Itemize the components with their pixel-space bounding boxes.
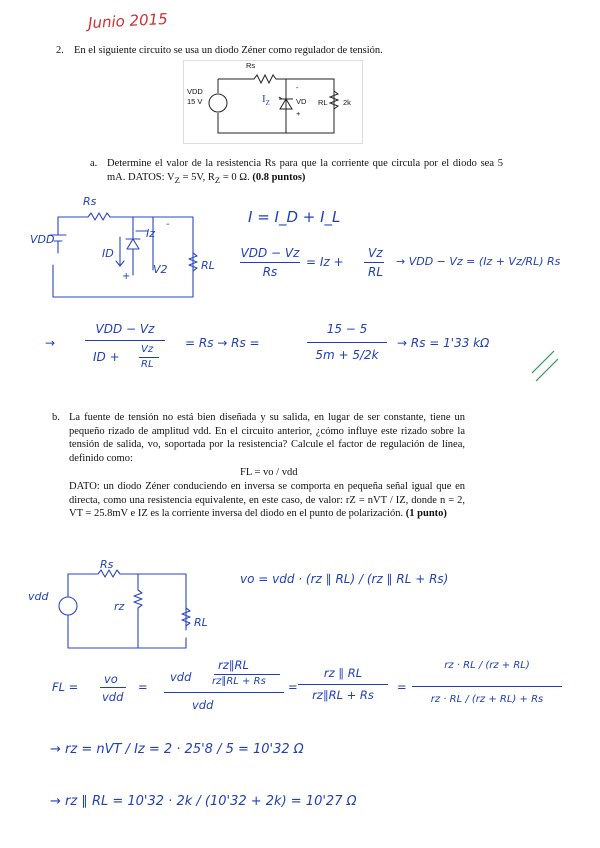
sol-a-eq3-num2: 15 − 5 — [326, 322, 368, 336]
sol-b-eq2-vo: vo — [104, 672, 118, 686]
solution-a-circuit — [28, 195, 218, 305]
sol-b-eq2: FL = vo vdd = vdd rz∥RL rz∥RL + Rs vdd = rz ∥ RL rz∥RL + Rs = rz · RL / (rz + RL) rz · RL / (rz + RL) + Rs — [52, 650, 582, 726]
part-a-label: a. — [90, 158, 98, 169]
sol-b-eq2-num-b: rz∥RL — [218, 658, 249, 672]
sol-a-eq3-den: ID + — [93, 350, 120, 364]
sol-a-eq2-frac-num: Vz — [368, 246, 383, 260]
circuit-plus: + — [296, 109, 301, 118]
sol-b-eq2-den-a: vdd — [192, 698, 214, 712]
sol-a-eq2 — [240, 246, 580, 286]
sol-b-vdd: vdd — [28, 590, 49, 603]
question-number: 2. — [56, 45, 64, 56]
sol-a-id: ID — [102, 247, 114, 260]
part-b-formula: FL = vo / vdd — [240, 467, 298, 478]
sol-a-eq3-den-num: Vz — [141, 344, 154, 355]
sol-b-eq2-vdd: vdd — [102, 690, 124, 704]
sol-a-eq3-mid: = Rs → Rs = — [185, 336, 260, 350]
part-b-paragraph-2: DATO: un diodo Zéner conduciendo en inversa se comporta en pequeña señal igual que en directa, como una resistencia equivalente, en este caso, de valor: rZ = nVT / IZ, donde n = 2, VT = 25.8mV e IZ es la corriente inversa del diodo en el punto de polarización. (1 punto) — [69, 481, 465, 519]
solution-b-circuit — [28, 560, 218, 660]
sol-a-eq3: → VDD − Vz ID + Vz RL = Rs → Rs = 15 − 5 5m + 5/2k → Rs = 1'33 kΩ — [45, 322, 490, 370]
circuit-rl-label: RL — [318, 98, 328, 107]
sol-a-eq2-mid: = Iz + — [306, 255, 344, 269]
sol-a-iz: Iz — [146, 227, 156, 240]
sol-a-eq3-den2: 5m + 5/2k — [315, 348, 379, 362]
date-note: Junio 2015 — [87, 9, 169, 33]
sol-b-eq2-mid-num: rz ∥ RL — [323, 666, 363, 680]
sol-a-eq2-num: VDD − Vz — [240, 246, 300, 260]
sol-a-eq1: I = I_D + I_L — [248, 208, 341, 226]
sol-a-rs: Rs — [83, 195, 97, 208]
sol-b-rl: RL — [194, 616, 208, 629]
sol-a-eq3-num: VDD − Vz — [95, 322, 155, 336]
circuit-minus: - — [296, 83, 299, 92]
sol-b-rz: rz — [114, 600, 125, 613]
part-a-text: Determine el valor de la resistencia Rs para que la corriente que circula por el diodo sea 5 mA. DATOS: $V_Z = 5V$, $R_Z = 0$ Ω. (0.8 puntos) — [107, 158, 503, 185]
circuit-vdd-value: 15 V — [187, 97, 203, 106]
sol-a-rl: RL — [201, 259, 215, 272]
circuit-vdd-label: VDD — [187, 87, 203, 96]
sol-a-eq2-frac-den: RL — [368, 265, 384, 279]
result-check-marks — [530, 345, 560, 385]
sol-b-eq2-r-num: rz · RL / (rz + RL) — [444, 660, 530, 671]
sol-a-eq2-right: → VDD − Vz = (Iz + Vz/RL) Rs — [396, 255, 561, 268]
sol-a-plus: + — [122, 271, 131, 282]
circuit-rs-label: Rs — [246, 61, 256, 70]
question-text: En el siguiente circuito se usa un diodo Zéner como regulador de tensión. — [74, 45, 383, 56]
sol-a-v2: V2 — [153, 263, 168, 276]
circuit-figure — [183, 60, 363, 144]
sol-a-eq2-den: Rs — [262, 265, 278, 279]
sol-b-eq3: → rz = nVT / Iz = 2 · 25'8 / 5 = 10'32 Ω — [50, 742, 304, 757]
sol-b-eq2-eq: = — [138, 680, 148, 694]
sol-b-eq4: → rz ∥ RL = 10'32 · 2k / (10'32 + 2k) = 10'27 Ω — [50, 794, 357, 809]
sol-b-eq2-mid-den: rz∥RL + Rs — [312, 688, 374, 702]
sol-b-rs: Rs — [100, 558, 114, 571]
sol-b-eq2-left: FL = — [52, 680, 79, 694]
sol-a-eq3-result: → Rs = 1'33 kΩ — [397, 336, 490, 350]
sol-b-eq2-num-a: vdd — [170, 670, 192, 684]
sol-a-minus: - — [166, 219, 170, 230]
sol-b-eq1: vo = vdd · (rz ∥ RL) / (rz ∥ RL + Rs) — [240, 572, 449, 586]
part-b-paragraph-1: La fuente de tensión no está bien diseñada y su salida, en lugar de ser constante, tiene un pequeño rizado de amplitud vdd. En el circuito anterior, ¿cómo influye este rizado sobre la tensión de salida, vo, soportada por la resistencia? Calcule el factor de regulación de línea, definido como: — [69, 412, 465, 464]
circuit-vd-label: VD — [296, 97, 307, 106]
sol-a-eq3-den-den: RL — [141, 359, 154, 370]
sol-b-eq2-den-b: rz∥RL + Rs — [212, 676, 266, 687]
circuit-iz-label: $I_Z$ — [262, 93, 270, 108]
circuit-rl-value: 2k — [343, 98, 351, 107]
part-b-label: b. — [52, 412, 60, 423]
sol-a-vdd: VDD — [30, 233, 55, 246]
sol-b-eq2-r-den: rz · RL / (rz + RL) + Rs — [430, 694, 544, 705]
